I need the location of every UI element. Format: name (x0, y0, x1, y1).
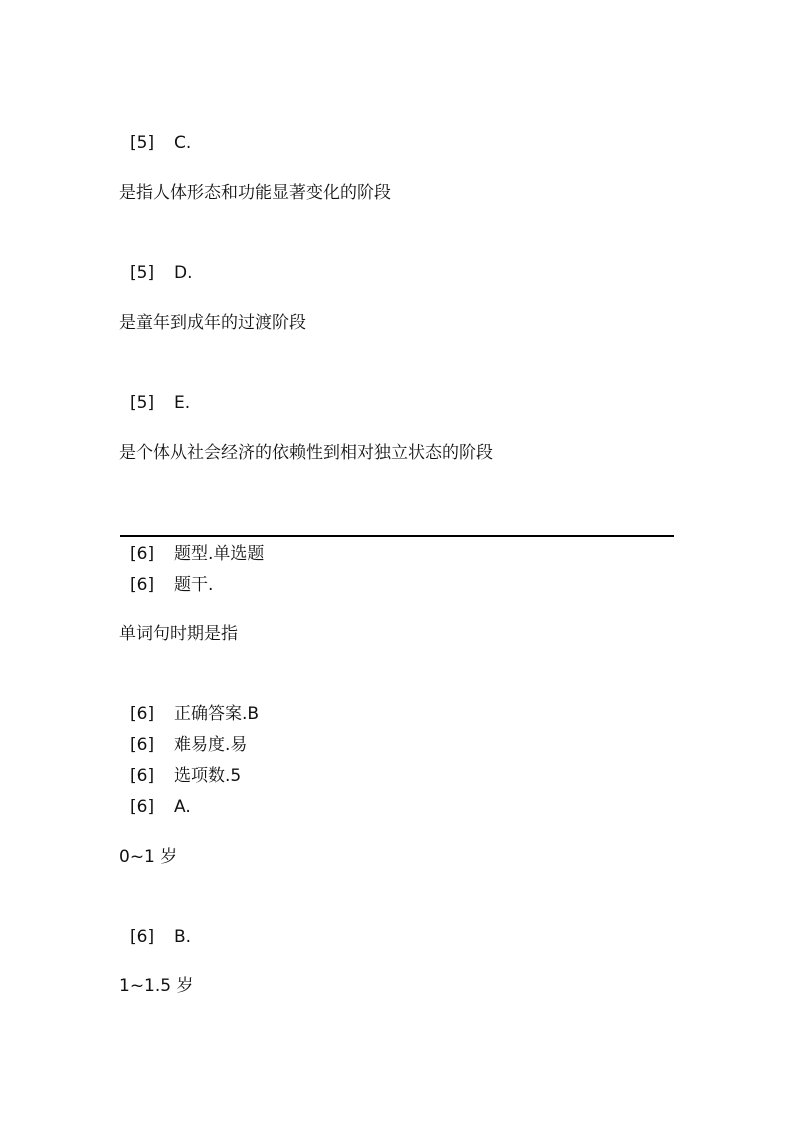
question-tag: [6] (130, 735, 155, 755)
question-tag: [6] (130, 927, 155, 947)
option-label: C. (174, 133, 192, 153)
difficulty: 难易度.易 (174, 735, 248, 755)
question-tag: [6] (130, 766, 155, 786)
option-e-text: 是个体从社会经济的依赖性到相对独立状态的阶段 (119, 443, 493, 463)
question-tag: [6] (130, 544, 155, 564)
option-c-text: 是指人体形态和功能显著变化的阶段 (119, 183, 391, 203)
option-label: B. (174, 927, 192, 947)
question-type: 题型.单选题 (174, 544, 265, 564)
option-a-text: 0~1 岁 (119, 847, 178, 867)
option-label: D. (174, 263, 193, 283)
option-label: E. (174, 393, 191, 413)
question-tag: [5] (130, 263, 155, 283)
question-divider (120, 535, 674, 537)
option-label: A. (174, 797, 191, 817)
question-stem-label: 题干. (174, 575, 214, 595)
question-tag: [6] (130, 704, 155, 724)
correct-answer: 正确答案.B (174, 704, 260, 724)
question-tag: [5] (130, 133, 155, 153)
option-b-text: 1~1.5 岁 (119, 976, 194, 996)
question-tag: [6] (130, 575, 155, 595)
question-tag: [6] (130, 797, 155, 817)
option-d-text: 是童年到成年的过渡阶段 (119, 313, 306, 333)
option-count: 选项数.5 (174, 766, 242, 786)
question-stem-text: 单词句时期是指 (119, 624, 238, 644)
question-tag: [5] (130, 393, 155, 413)
